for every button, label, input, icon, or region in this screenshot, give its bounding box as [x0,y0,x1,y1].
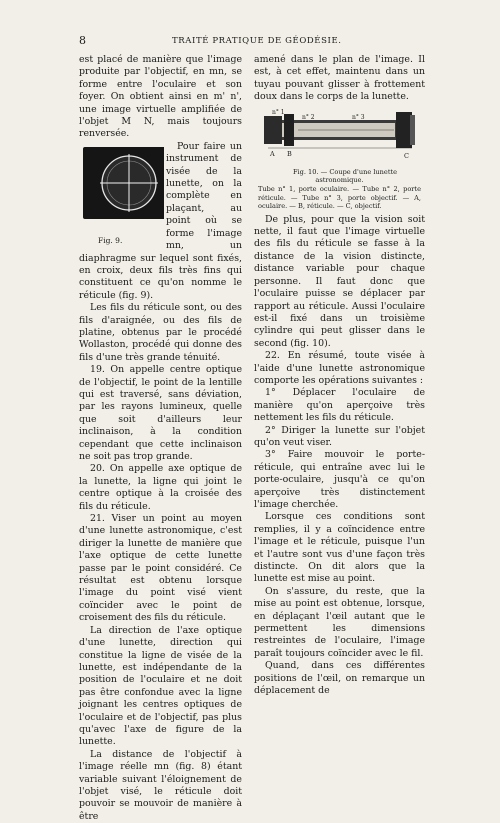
step-1: 1° Déplacer l'oculaire de manière qu'on aperçoive très nettement les fils du réticule. [254,387,425,424]
figure-9-caption: Fig. 9. [98,235,123,245]
label-b: B [287,149,292,158]
paragraph: On s'assure, du reste, que la mise au point est obtenue, lorsque, en déplaçant l'œil autant que le permettent les dimensions restreintes de l'oculaire, l'image paraît toujours coïncider avec le fil. [254,585,425,659]
tube-label-1: n° 1 [272,108,285,116]
section-22: 22. En résumé, toute visée à l'aide d'une lunette astronomique comporte les opérations suivantes : [254,350,425,386]
tube-label-3: n° 3 [352,113,365,121]
step-2: 2° Diriger la lunette sur l'objet qu'on veut viser. [254,424,425,448]
figure-10-legend: Tube n° 1, porte oculaire. — Tube n° 2, porte réticule. — Tube n° 3, porte objectif. — A, oculaire. — B, réticule. — C, objectif. [258,185,421,211]
paragraph: Quand, dans ces différentes positions de l'œil, on remarque un déplacement de [254,660,425,697]
paragraph: Fig. 9. Pour faire un instrument de visée de la lunette, on la complète en plaçant, au point où se forme l'image mn, un diaphragme sur lequel sont fixés, en croix, deux fils très fins qui constituent ce qu'on nomme le réticule (fig. 9). [79,140,242,301]
section-19: 19. On appelle centre optique de l'objectif, le point de la lentille qui est traversé, sans déviation, par les rayons lumineux, quelle que soit d'ailleurs leur inclinaison, à la condition cependant que cette inclinaison ne soit pas trop grande. [79,364,242,462]
step-3: 3° Faire mouvoir le porte-réticule, qui entraîne avec lui le porte-oculaire, jusqu'à ce qu'on aperçoive très distinctement l'image cherchée. [254,449,425,510]
label-a: A [270,149,275,158]
figure-10-title: Fig. 10. — Coupe d'une lunette astronomique. [292,167,398,185]
figure-10 [258,106,421,211]
reticle-figure-image [83,147,153,219]
figure-10-caption [258,168,421,211]
telescope-section-drawing [258,106,421,168]
label-c: C [404,151,409,160]
page-number: 8 [79,34,86,47]
paragraph: Lorsque ces conditions sont remplies, il y a coïncidence entre l'image et le réticule, puisque l'un et l'autre sont vus d'une façon très distincte. On dit alors que la lunette est mise au point. [254,511,425,585]
tube-label-2: n° 2 [302,113,315,121]
paragraph: amené dans le plan de l'image. Il est, à cet effet, maintenu dans un tuyau pouvant glisser à frottement doux dans le corps de la lunette. [254,54,425,103]
right-column [254,54,425,698]
running-title: TRAITÉ PRATIQUE DE GÉODÉSIE. [172,36,342,46]
section-21: 21. Viser un point au moyen d'une lunette astronomique, c'est diriger la lunette de manière que l'axe optique de cette lunette passe par le point considéré. Ce résultat est obtenu lorsque l'image du point visé vient coïncider avec le point de croisement des fils du réticule. [79,513,242,624]
paragraph: La distance de l'objectif à l'image réelle mn (fig. 8) étant variable suivant l'éloignement de l'objet visé, le réticule doit pouvoir se mouvoir de manière à être [79,748,242,822]
figure-9 [79,143,161,249]
paragraph: De plus, pour que la vision soit nette, il faut que l'image virtuelle des fils du réticule se fasse à la distance de la vision distincte, distance variable pour chaque personne. Il faut donc que l'oculaire puisse se déplacer par rapport au réticule. Aussi l'oculaire est-il fixé dans un troisième cylindre qui peut glisser dans le second (fig. 10). [254,213,425,349]
paragraph: Les fils du réticule sont, ou des fils d'araignée, ou des fils de platine, obtenus par le procédé Wollaston, procédé qui donne des fils d'une très grande ténuité. [79,302,242,363]
left-column [79,54,242,823]
paragraph: La direction de l'axe optique d'une lunette, direction qui constitue la ligne de visée de la lunette, est indépendante de la position de l'oculaire et ne doit pas être confondue avec la ligne joignant les centres optiques de l'oculaire et de l'objectif, pas plus qu'avec l'axe de figure de la lunette. [79,624,242,748]
section-20: 20. On appelle axe optique de la lunette, la ligne qui joint le centre optique à la croisée des fils du réticule. [79,463,242,512]
paragraph: est placé de manière que l'image produite par l'objectif, en mn, se forme entre l'oculaire et son foyer. On obtient ainsi en m' n', une image virtuelle amplifiée de l'objet M N, mais toujours renversée. [79,54,242,140]
